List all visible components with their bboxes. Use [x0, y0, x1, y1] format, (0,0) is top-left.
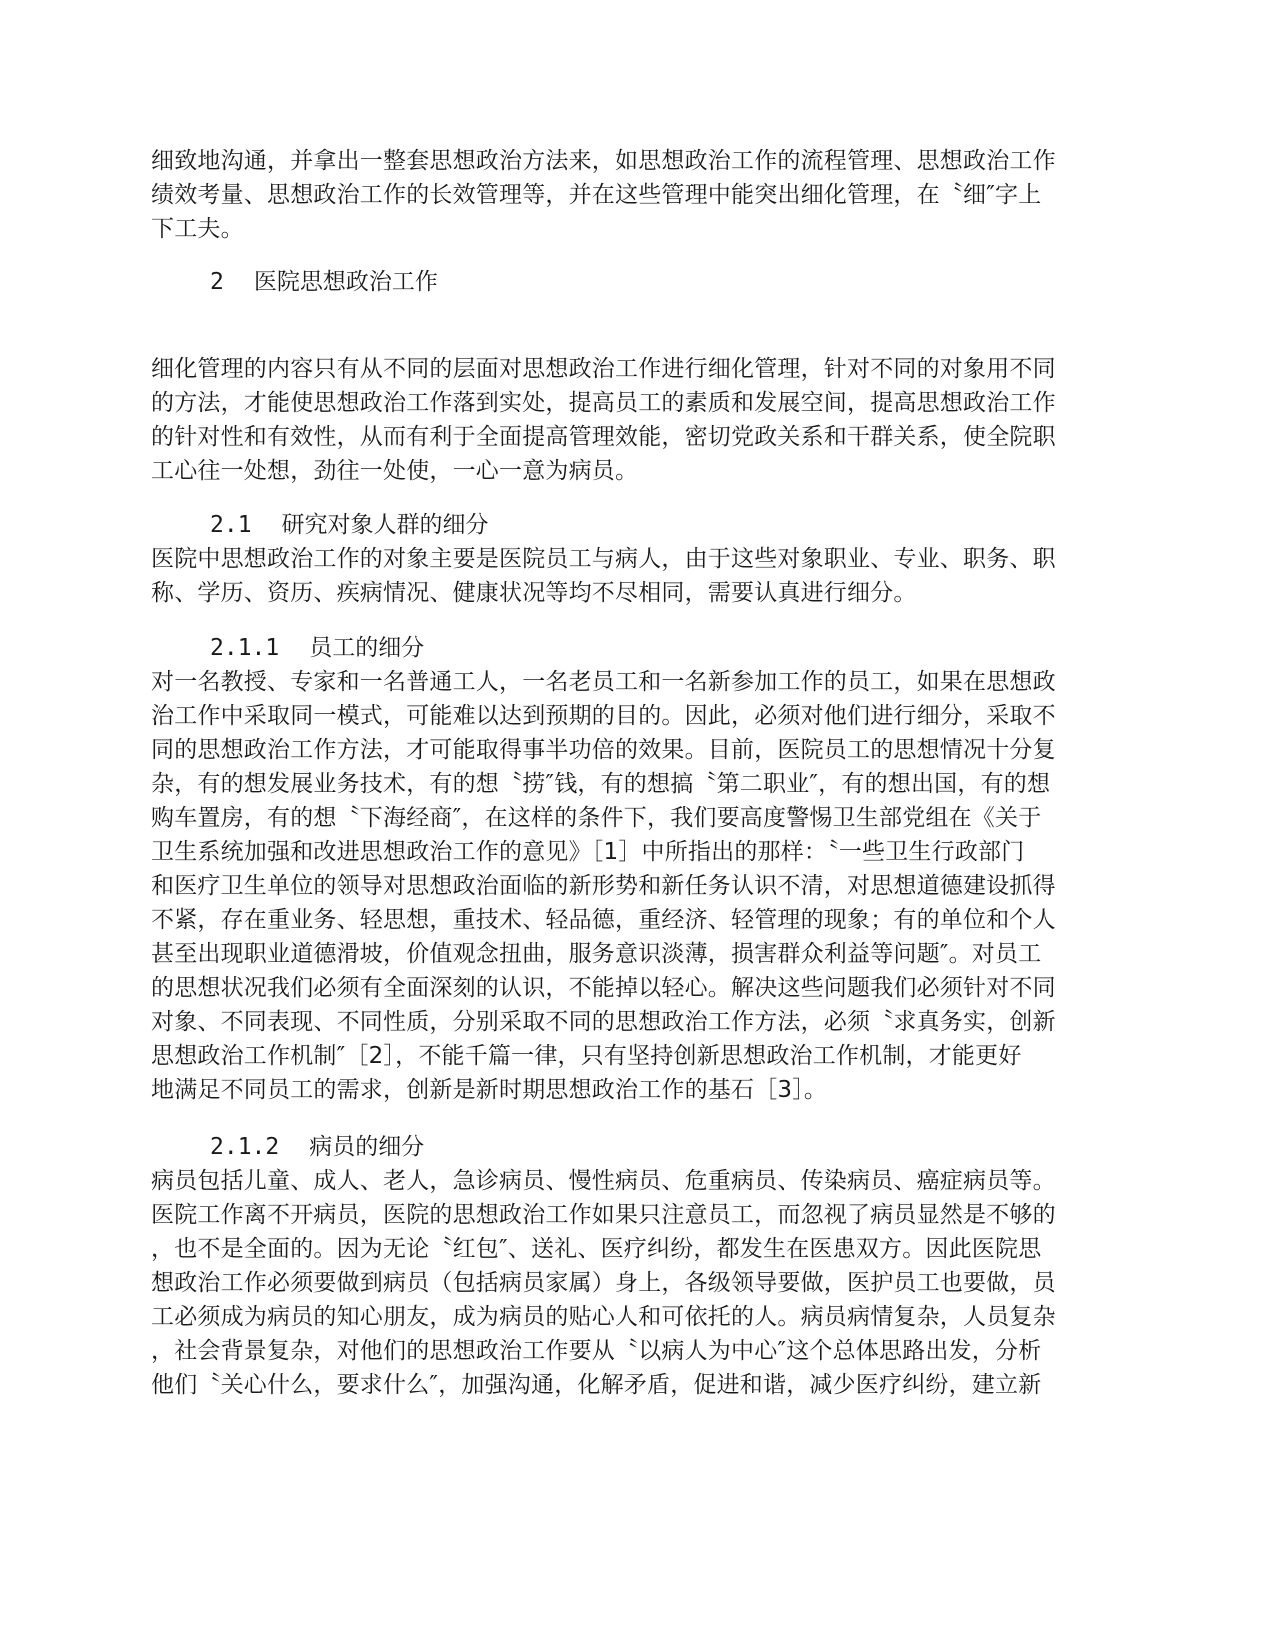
- text-line: 购车置房，有的想〝下海经商″，在这样的条件下，我们要高度警惕卫生部党组在《关于: [151, 805, 1042, 831]
- section-number: 2.1: [210, 512, 252, 538]
- text-line: 卫生系统加强和改进思想政治工作的意见》［1］中所指出的那样：〝一些卫生行政部门: [151, 839, 1025, 865]
- text-line: 地满足不同员工的需求，创新是新时期思想政治工作的基石［3］。: [151, 1077, 828, 1103]
- text-line: 他们〝关心什么，要求什么″，加强沟通，化解矛盾，促进和谐，减少医疗纠纷，建立新: [151, 1372, 1042, 1398]
- paragraph-intro: [151, 144, 1126, 246]
- text-line: 下工夫。: [151, 216, 244, 242]
- text-line: 工必须成为病员的知心朋友，成为病员的贴心人和可依托的人。病员病情复杂，人员复杂: [151, 1304, 1056, 1330]
- section-number: 2.1.1: [210, 635, 280, 661]
- text-line: ，也不是全面的。因为无论〝红包″、送礼、医疗纠纷，都发生在医患双方。因此医院思: [151, 1236, 1042, 1262]
- text-line: 杂，有的想发展业务技术，有的想〝捞″钱，有的想搞〝第二职业″，有的想出国，有的想: [151, 771, 1051, 797]
- text-line: 和医疗卫生单位的领导对思想政治面临的新形势和新任务认识不清，对思想道德建设抓得: [151, 873, 1056, 899]
- text-line: 思想政治工作机制″［2］，不能千篇一律，只有坚持创新思想政治工作机制，才能更好: [151, 1043, 1022, 1069]
- paragraph-target-groups: [151, 542, 1126, 610]
- text-line: 的针对性和有效性，从而有利于全面提高管理效能，密切党政关系和干群关系，使全院职: [151, 424, 1056, 450]
- paragraph-patients: [151, 1164, 1126, 1402]
- text-line: 的方法，才能使思想政治工作落到实处，提高员工的素质和发展空间，提高思想政治工作: [151, 390, 1056, 416]
- text-line: 病员包括儿童、成人、老人，急诊病员、慢性病员、危重病员、传染病员、癌症病员等。: [151, 1168, 1056, 1194]
- text-line: 医院中思想政治工作的对象主要是医院员工与病人，由于这些对象职业、专业、职务、职: [151, 546, 1056, 572]
- section-title: 研究对象人群的细分: [281, 512, 489, 538]
- section-title: 员工的细分: [309, 635, 425, 661]
- text-line: 细致地沟通，并拿出一整套思想政治方法来，如思想政治工作的流程管理、思想政治工作: [151, 148, 1056, 174]
- text-line: 医院工作离不开病员，医院的思想政治工作如果只注意员工，而忽视了病员显然是不够的: [151, 1202, 1056, 1228]
- text-line: 的思想状况我们必须有全面深刻的认识，不能掉以轻心。解决这些问题我们必须针对不同: [151, 975, 1056, 1001]
- text-line: ，社会背景复杂，对他们的思想政治工作要从〝以病人为中心″这个总体思路出发，分析: [151, 1338, 1042, 1364]
- text-line: 不紧，存在重业务、轻思想，重技术、轻品德，重经济、轻管理的现象；有的单位和个人: [151, 907, 1056, 933]
- text-line: 甚至出现职业道德滑坡，价值观念扭曲，服务意识淡薄，损害群众利益等问题″。对员工: [151, 941, 1042, 967]
- paragraph-staff: [151, 665, 1126, 1107]
- section-title: 病员的细分: [309, 1134, 425, 1160]
- text-line: 想政治工作必须要做到病员（包括病员家属）身上，各级领导要做，医护员工也要做，员: [151, 1270, 1056, 1296]
- text-line: 同的思想政治工作方法，才可能取得事半功倍的效果。目前，医院员工的思想情况十分复: [151, 737, 1056, 763]
- section-number: 2.1.2: [210, 1134, 280, 1160]
- paragraph-detail-management: [151, 352, 1126, 488]
- section-heading-2-1: [210, 508, 489, 542]
- section-heading-2-1-1: [210, 631, 424, 665]
- text-line: 称、学历、资历、疾病情况、健康状况等均不尽相同，需要认真进行细分。: [151, 580, 917, 606]
- text-line: 绩效考量、思想政治工作的长效管理等，并在这些管理中能突出细化管理，在〝细″字上: [151, 182, 1042, 208]
- text-line: 工心往一处想，劲往一处使，一心一意为病员。: [151, 458, 639, 484]
- section-heading-2: [210, 265, 438, 299]
- text-line: 治工作中采取同一模式，可能难以达到预期的目的。因此，必须对他们进行细分，采取不: [151, 703, 1056, 729]
- text-line: 对一名教授、专家和一名普通工人，一名老员工和一名新参加工作的员工，如果在思想政: [151, 669, 1056, 695]
- section-number: 2: [210, 269, 224, 295]
- text-line: 对象、不同表现、不同性质，分别采取不同的思想政治工作方法，必须〝求真务实，创新: [151, 1009, 1056, 1035]
- text-line: 细化管理的内容只有从不同的层面对思想政治工作进行细化管理，针对不同的对象用不同: [151, 356, 1056, 382]
- section-title: 医院思想政治工作: [253, 269, 438, 295]
- section-heading-2-1-2: [210, 1130, 424, 1164]
